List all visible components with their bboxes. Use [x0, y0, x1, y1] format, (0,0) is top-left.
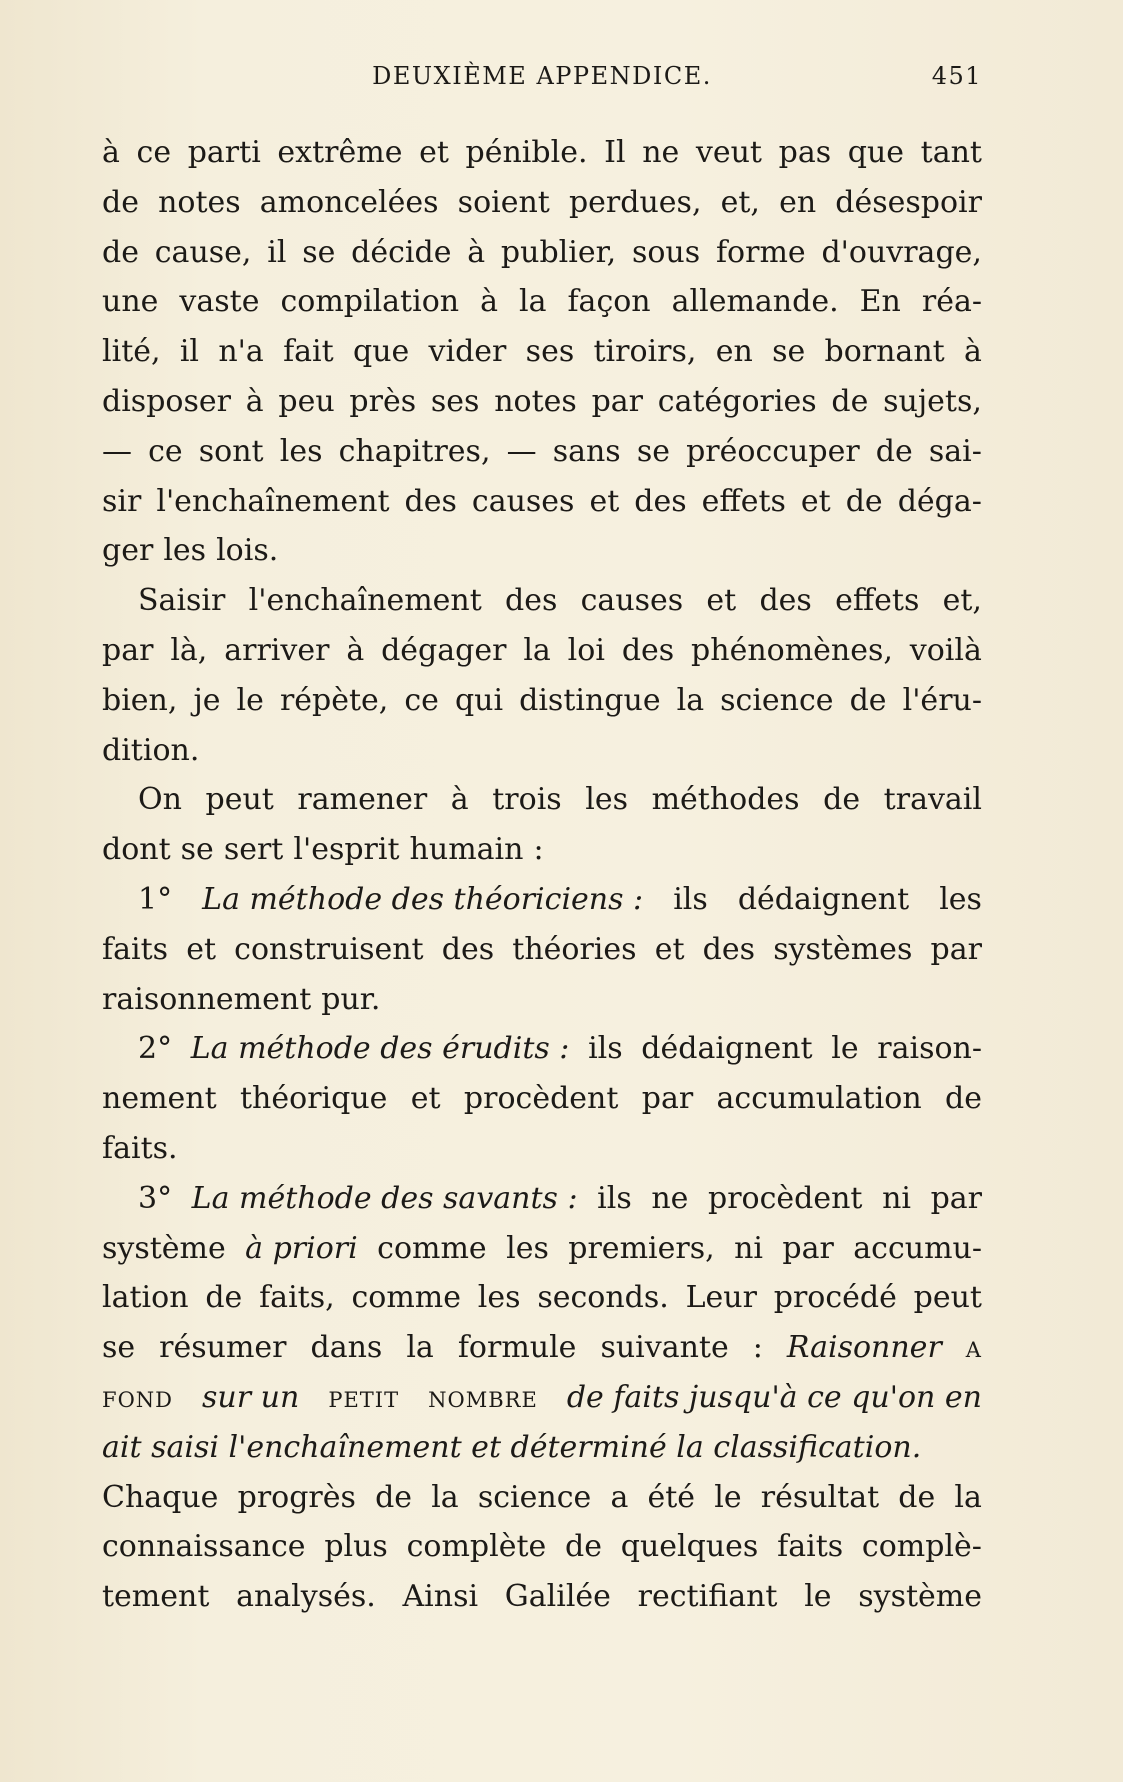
running-title: DEUXIÈME APPENDICE. [372, 62, 712, 90]
text-line: lation de faits, comme les seconds. Leur procédé peut [102, 1280, 982, 1316]
text-line: raisonnement pur. [102, 981, 381, 1017]
text-line: de cause, il se décide à publier, sous forme d'ouvrage, [102, 234, 982, 270]
text-line: sir l'enchaînement des causes et des effets et de déga- [102, 483, 982, 519]
text-line: ait saisi l'enchaînement et déterminé la classification. [102, 1429, 922, 1465]
text-line: une vaste compilation à la façon allemande. En réa- [102, 284, 982, 320]
text-line: dition. [102, 732, 200, 768]
text-line: système à priori comme les premiers, ni par accumu- [102, 1230, 982, 1266]
text-line: se résumer dans la formule suivante : Raisonner a [102, 1330, 982, 1366]
text-line: Saisir l'enchaînement des causes et des effets et, [138, 583, 982, 619]
text-line: dont se sert l'esprit humain : [102, 832, 544, 868]
text-line: tement analysés. Ainsi Galilée rectifiant le système [102, 1579, 982, 1615]
running-head [102, 62, 982, 102]
text-line: nement théorique et procèdent par accumulation de [102, 1081, 982, 1117]
text-line: 1° La méthode des théoriciens : ils dédaignent les [138, 881, 982, 917]
text-line: lité, il n'a fait que vider ses tiroirs, en se bornant à [102, 334, 982, 370]
text-line: connaissance plus complète de quelques faits complè- [102, 1529, 982, 1565]
text-line: de notes amoncelées soient perdues, et, en désespoir [102, 184, 982, 220]
body-text [102, 128, 982, 1622]
text-line: ger les lois. [102, 533, 279, 569]
text-line: 2° La méthode des érudits : ils dédaignent le raison- [138, 1031, 982, 1067]
text-line: faits et construisent des théories et des systèmes par [102, 931, 982, 967]
text-line: disposer à peu près ses notes par catégories de sujets, [102, 383, 982, 419]
text-line: fond sur un petit nombre de faits jusqu'à ce qu'on en [102, 1379, 982, 1415]
page-number: 451 [931, 62, 982, 90]
text-line: Chaque progrès de la science a été le résultat de la [102, 1479, 982, 1515]
text-line: faits. [102, 1130, 178, 1166]
text-line: 3° La méthode des savants : ils ne procèdent ni par [138, 1180, 982, 1216]
text-line: à ce parti extrême et pénible. Il ne veut pas que tant [102, 135, 982, 170]
text-line: — ce sont les chapitres, — sans se préoccuper de sai- [102, 433, 982, 469]
text-line: bien, je le répète, ce qui distingue la science de l'éru- [102, 682, 982, 718]
text-line: par là, arriver à dégager la loi des phénomènes, voilà [102, 632, 982, 668]
text-line: On peut ramener à trois les méthodes de travail [138, 782, 982, 818]
